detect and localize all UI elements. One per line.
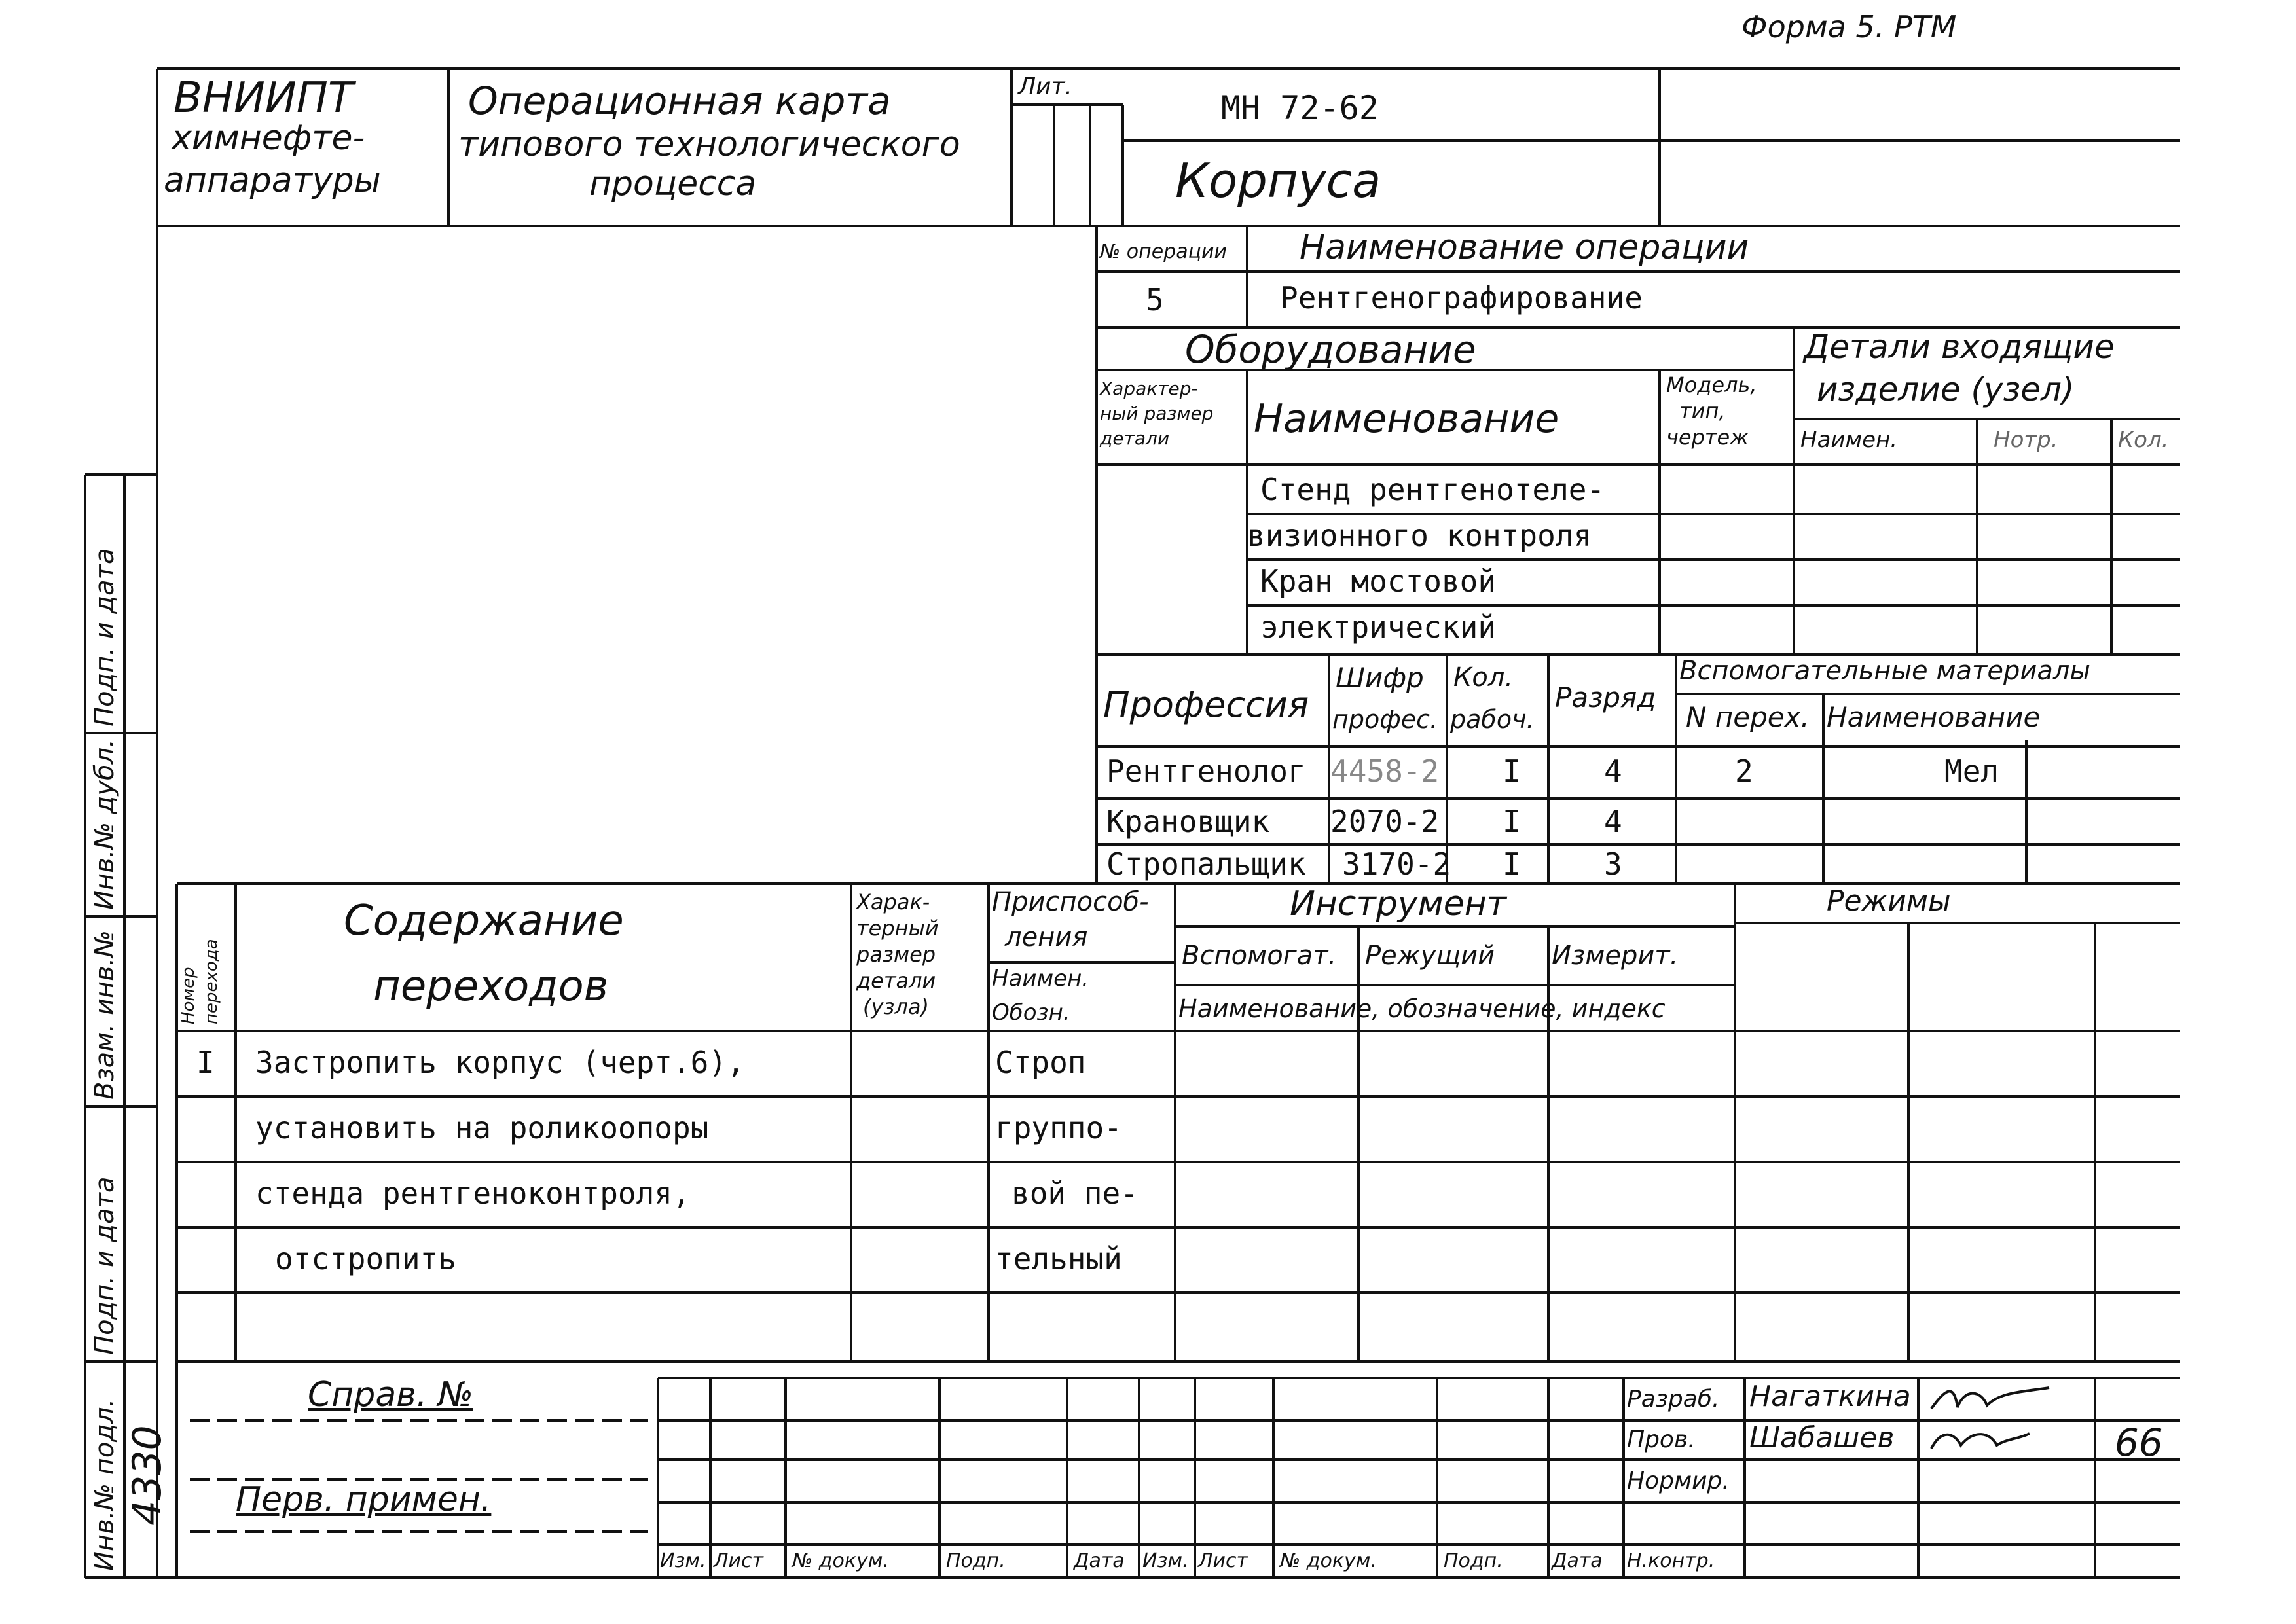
materials-col-name: Наименование bbox=[1827, 701, 2041, 733]
equipment-char-size-2: ный размер bbox=[1100, 403, 1214, 424]
rev-col-6: Изм. bbox=[1142, 1549, 1189, 1572]
code-header-1: Шифр bbox=[1336, 662, 1424, 694]
rev-col-10: Дата bbox=[1552, 1549, 1603, 1572]
rev-col-1: Изм. bbox=[660, 1549, 706, 1572]
equipment-row-2: визионного контроля bbox=[1247, 518, 1592, 553]
fixture-sub-code: Обозн. bbox=[992, 1000, 1070, 1026]
rev-col-5: Дата bbox=[1074, 1549, 1125, 1572]
transition-num-header-1: Номер bbox=[179, 967, 198, 1024]
tool-sub-aux: Вспомогат. bbox=[1182, 941, 1337, 971]
first-use-label: Перв. примен. bbox=[236, 1480, 492, 1519]
personnel-row-1-count: I bbox=[1503, 753, 1521, 789]
sheet-number: 66 bbox=[2115, 1420, 2163, 1465]
char-size-header-2: терный bbox=[856, 916, 939, 941]
inventory-number: 4330 bbox=[124, 1425, 170, 1525]
org-line-3: аппаратуры bbox=[164, 161, 381, 200]
fixture-sub-name: Наимен. bbox=[992, 965, 1089, 992]
developer-name: Нагаткина bbox=[1749, 1380, 1911, 1413]
operation-name: Рентгенографирование bbox=[1280, 280, 1643, 316]
char-size-header-5: (узла) bbox=[863, 994, 929, 1019]
fixture-line-2: группо- bbox=[995, 1110, 1122, 1146]
materials-header: Вспомогательные материалы bbox=[1679, 656, 2090, 686]
personnel-row-1-grade: 4 bbox=[1604, 753, 1622, 789]
parts-col-qty: Кол. bbox=[2118, 427, 2169, 453]
developer-signature bbox=[1928, 1382, 2052, 1420]
org-line-2: химнефте- bbox=[172, 118, 365, 158]
char-size-header-1: Харак- bbox=[856, 890, 930, 914]
equipment-row-4: электрический bbox=[1260, 609, 1497, 645]
card-title-line-2: типового технологического bbox=[458, 125, 960, 164]
personnel-row-3-count: I bbox=[1503, 846, 1521, 882]
rev-col-8: № докум. bbox=[1280, 1549, 1377, 1572]
equipment-model-1: Модель, bbox=[1666, 372, 1757, 397]
personnel-row-2-grade: 4 bbox=[1604, 804, 1622, 839]
parts-col-doc: Нотр. bbox=[1994, 427, 2058, 453]
checker-signature bbox=[1928, 1426, 2033, 1460]
code-header-2: профес. bbox=[1332, 705, 1438, 734]
side-label-sign-date-1: Подп. и дата bbox=[90, 548, 120, 727]
product-name: Корпуса bbox=[1175, 153, 1381, 208]
reference-label: Справ. № bbox=[308, 1375, 473, 1415]
lit-label: Лит. bbox=[1018, 73, 1072, 100]
tool-sub-measuring: Измерит. bbox=[1552, 941, 1679, 971]
form-label: Форма 5. РТМ bbox=[1741, 9, 1957, 45]
equipment-row-1: Стенд рентгенотеле- bbox=[1260, 472, 1605, 507]
fixture-header-2: ления bbox=[1005, 922, 1088, 952]
parts-col-name: Наимен. bbox=[1800, 427, 1898, 453]
rev-col-9: Подп. bbox=[1444, 1549, 1503, 1572]
side-label-sign-date-2: Подп. и дата bbox=[90, 1176, 120, 1355]
side-label-replace-inv: Взам. инв.№ bbox=[90, 930, 120, 1100]
rev-col-4: Подп. bbox=[946, 1549, 1006, 1572]
parts-header-1: Детали входящие bbox=[1804, 328, 2115, 366]
transition-number: I bbox=[196, 1045, 215, 1080]
transition-line-2: установить на роликоопоры bbox=[255, 1110, 709, 1146]
fixture-line-4: тельный bbox=[995, 1241, 1122, 1276]
fixture-line-3: вой пе- bbox=[1011, 1176, 1139, 1211]
org-line-1: ВНИИПТ bbox=[173, 74, 354, 122]
personnel-row-3-profession: Стропальщик bbox=[1106, 846, 1306, 882]
count-header-2: рабоч. bbox=[1450, 705, 1535, 734]
personnel-row-1-material: Мел bbox=[1944, 753, 1999, 789]
personnel-row-3-grade: 3 bbox=[1604, 846, 1622, 882]
role-norm-controller: Нормир. bbox=[1627, 1468, 1730, 1494]
count-header-1: Кол. bbox=[1453, 662, 1514, 693]
modes-header: Режимы bbox=[1827, 884, 1951, 918]
operation-number: 5 bbox=[1146, 282, 1164, 317]
grade-header: Разряд bbox=[1555, 681, 1656, 713]
personnel-row-2-code: 2070-2 bbox=[1330, 804, 1440, 839]
operation-name-header: Наименование операции bbox=[1300, 228, 1749, 267]
tool-header: Инструмент bbox=[1290, 884, 1507, 924]
card-title-line-3: процесса bbox=[589, 164, 757, 204]
equipment-model-3: чертеж bbox=[1666, 425, 1749, 450]
char-size-header-3: размер bbox=[856, 942, 936, 967]
personnel-row-2-count: I bbox=[1503, 804, 1521, 839]
personnel-row-1-step: 2 bbox=[1735, 753, 1753, 789]
role-developer: Разраб. bbox=[1627, 1386, 1720, 1413]
transition-line-1: Застропить корпус (черт.6), bbox=[255, 1045, 745, 1080]
role-checker: Пров. bbox=[1627, 1426, 1696, 1453]
operation-number-header: № операции bbox=[1100, 240, 1228, 263]
equipment-model-2: тип, bbox=[1679, 399, 1726, 424]
tool-description: Наименование, обозначение, индекс bbox=[1178, 994, 1666, 1023]
materials-col-step: N перех. bbox=[1686, 701, 1810, 733]
transition-num-header-2: перехода bbox=[202, 939, 221, 1024]
char-size-header-4: детали bbox=[856, 968, 936, 993]
transition-line-4: отстропить bbox=[275, 1241, 456, 1276]
equipment-name-header: Наименование bbox=[1254, 396, 1559, 442]
personnel-row-2-profession: Крановщик bbox=[1106, 804, 1270, 839]
doc-number: МН 72-62 bbox=[1221, 89, 1379, 127]
personnel-row-1-profession: Рентгенолог bbox=[1106, 753, 1306, 789]
equipment-char-size-3: детали bbox=[1100, 427, 1170, 449]
profession-header: Профессия bbox=[1103, 684, 1309, 725]
content-header-1: Содержание bbox=[344, 897, 624, 945]
checker-name: Шабашев bbox=[1749, 1421, 1895, 1454]
personnel-row-1-code: 4458-2 bbox=[1330, 753, 1440, 789]
side-label-orig-inv: Инв.№ подл. bbox=[90, 1398, 120, 1571]
tool-sub-cutting: Режущий bbox=[1365, 941, 1495, 971]
fixture-header-1: Приспособ- bbox=[992, 887, 1149, 917]
transition-line-3: стенда рентгеноконтроля, bbox=[255, 1176, 691, 1211]
content-header-2: переходов bbox=[373, 962, 609, 1011]
fixture-line-1: Строп bbox=[995, 1045, 1086, 1080]
role-n-control: Н.контр. bbox=[1627, 1549, 1715, 1572]
side-label-dup-inv: Инв.№ дубл. bbox=[90, 739, 120, 910]
card-title-line-1: Операционная карта bbox=[468, 79, 891, 123]
equipment-char-size-1: Характер- bbox=[1100, 378, 1198, 399]
personnel-row-3-code: 3170-2 bbox=[1342, 846, 1451, 882]
equipment-header: Оборудование bbox=[1185, 327, 1476, 372]
rev-col-7: Лист bbox=[1198, 1549, 1248, 1572]
equipment-row-3: Кран мостовой bbox=[1260, 564, 1497, 599]
parts-header-2: изделие (узел) bbox=[1817, 370, 2075, 408]
rev-col-3: № докум. bbox=[792, 1549, 889, 1572]
rev-col-2: Лист bbox=[714, 1549, 764, 1572]
